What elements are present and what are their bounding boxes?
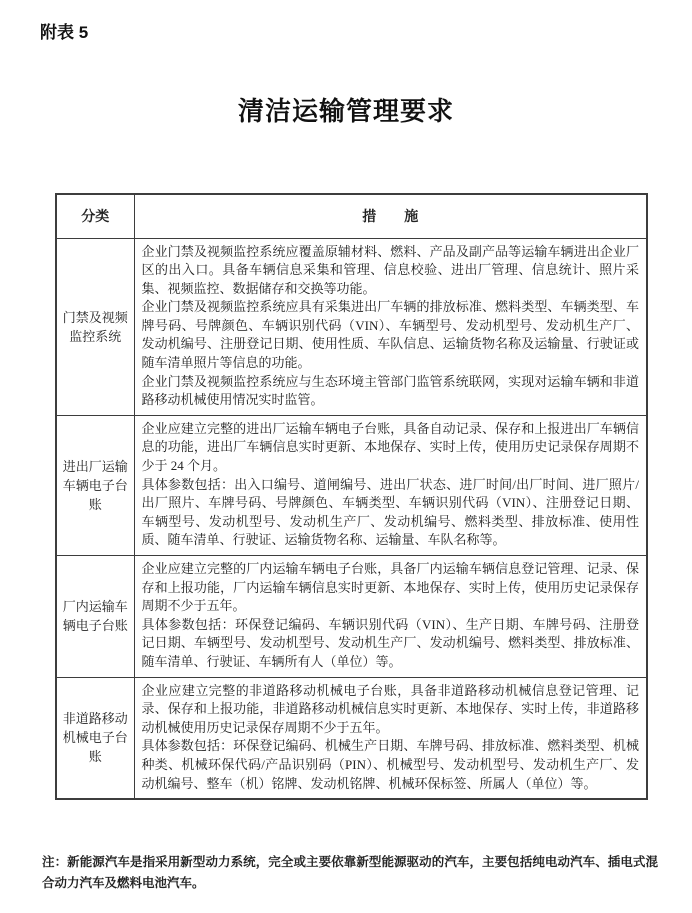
table-row xyxy=(56,238,647,415)
column-header-category: 分类 xyxy=(56,194,134,238)
measures-access-control xyxy=(134,238,647,415)
category-access-control: 门禁及视频监控系统 xyxy=(56,238,134,415)
measures-gate-vehicle-ledger xyxy=(134,415,647,555)
measure-paragraph: 企业门禁及视频监控系统应具有采集进出厂车辆的排放标准、燃料类型、车辆类型、车牌号码、号牌颜色、车辆识别代码（VIN）、车辆型号、发动机型号、发动机生产厂、发动机编号、注册登记日期、使用性质、车队信息、运输货物名称及运输量、行驶证或随车清单照片等信息的功能。 xyxy=(141,299,639,371)
measure-paragraph: 企业应建立完整的进出厂运输车辆电子台账，具备自动记录、保存和上报进出厂车辆信息的功能，进出厂车辆信息实时更新、本地保存、实时上传，使用历史记录保存周期不少于 24 个月。 xyxy=(141,420,639,474)
appendix-label: 附表 5 xyxy=(40,23,89,42)
measure-paragraph: 企业门禁及视频监控系统应与生态环境主管部门监管系统联网，实现对运输车辆和非道路移动机械使用情况实时监管。 xyxy=(141,373,639,408)
measure-paragraph: 企业应建立完整的非道路移动机械电子台账，具备非道路移动机械信息登记管理、记录、保存和上报功能，非道路移动机械信息实时更新、本地保存、实时上传，非道路移动机械使用历史记录保存周期不少于五年。 xyxy=(141,682,639,735)
measure-paragraph: 具体参数包括：出入口编号、道闸编号、进出厂状态、进厂时间/出厂时间、进厂照片/出厂照片、车牌号码、号牌颜色、车辆类型、车辆识别代码（VIN）、注册登记日期、车辆型号、发动机型号、发动机生产厂、发动机编号、燃料类型、排放标准、使用性质、随车清单、行驶证、运输货物名称、运输量、车队名称等。 xyxy=(141,476,639,548)
table-row xyxy=(56,677,647,799)
measure-paragraph: 企业应建立完整的厂内运输车辆电子台账，具备厂内运输车辆信息登记管理、记录、保存和上报功能，厂内运输车辆信息实时更新、本地保存、实时上传，使用历史记录保存周期不少于五年。 xyxy=(141,561,639,614)
category-nonroad-machinery-ledger: 非道路移动机械电子台账 xyxy=(56,677,134,799)
category-gate-vehicle-ledger: 进出厂运输车辆电子台账 xyxy=(56,415,134,555)
measures-onsite-vehicle-ledger xyxy=(134,556,647,678)
footnote: 注：新能源汽车是指采用新型动力系统，完全或主要依靠新型能源驱动的汽车，主要包括纯电动汽车、插电式混合动力汽车及燃料电池汽车。 xyxy=(42,855,658,890)
measures-nonroad-machinery-ledger xyxy=(134,677,647,799)
measure-paragraph: 具体参数包括：环保登记编码、车辆识别代码（VIN）、生产日期、车牌号码、注册登记日期、车辆型号、发动机型号、发动机生产厂、发动机编号、燃料类型、排放标准、随车清单、行驶证、车辆所有人（单位）等。 xyxy=(141,616,639,669)
table-row xyxy=(56,556,647,678)
measure-paragraph: 具体参数包括：环保登记编码、机械生产日期、车牌号码、排放标准、燃料类型、机械种类、机械环保代码/产品识别码（PIN）、机械型号、发动机型号、发动机生产厂、发动机编号、整车（机）铭牌、发动机铭牌、机械环保标签、所属人（单位）等。 xyxy=(141,738,639,791)
table-header-row xyxy=(56,194,647,238)
category-onsite-vehicle-ledger: 厂内运输车辆电子台账 xyxy=(56,556,134,678)
column-header-measures: 措 施 xyxy=(134,194,647,238)
page-title: 清洁运输管理要求 xyxy=(237,96,454,126)
table-row xyxy=(56,415,647,555)
requirements-table xyxy=(55,193,648,800)
measure-paragraph: 企业门禁及视频监控系统应覆盖原辅材料、燃料、产品及副产品等运输车辆进出企业厂区的出入口。具备车辆信息采集和管理、信息校验、进出厂管理、信息统计、照片采集、视频监控、数据储存和交换等功能。 xyxy=(141,243,639,296)
